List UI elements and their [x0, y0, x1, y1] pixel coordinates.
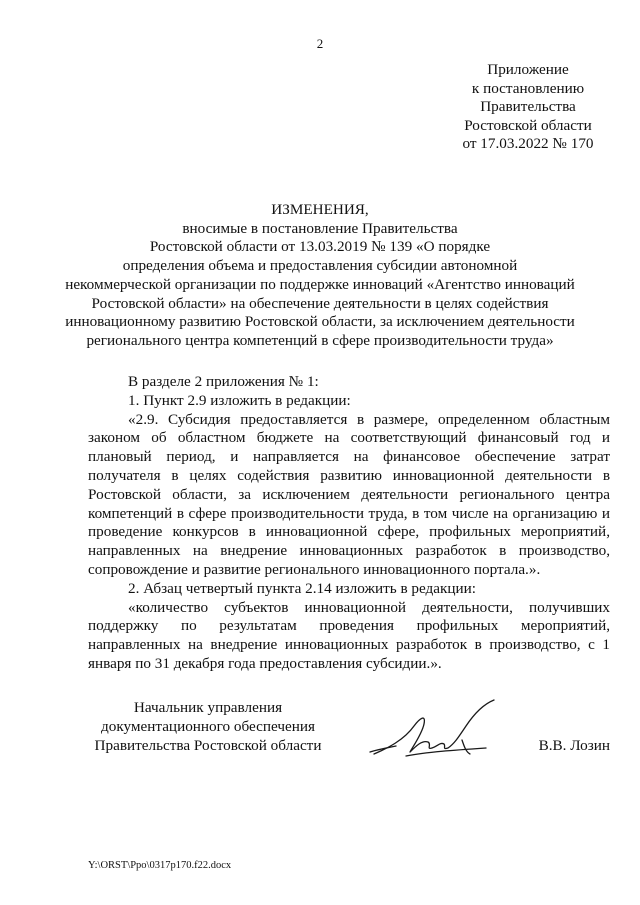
body-paragraph: 1. Пункт 2.9 изложить в редакции: — [128, 391, 351, 409]
appendix-line: Правительства — [480, 98, 576, 116]
changes-subtitle-line: Ростовской области от 13.03.2019 № 139 «О порядке — [149, 238, 491, 256]
body-paragraph: «количество субъектов инновационной деятельности, получивших поддержку по результатам проведения профильных мероприятий, направленных на внедрение инновационных разработок в производство, с 1 января по 31 декабря года предоставления субсидии.». — [88, 598, 610, 672]
signatory-position-line: Начальник управления — [133, 699, 283, 716]
body-paragraph: «2.9. Субсидия предоставляется в размере, определенном областным законом об областном бюджете на соответствующий финансовый год и плановый период, и направляется на финансовое обеспечение затрат получателя в целях содействия развитию инновационной деятельности в Ростовской области, за исключением деятельности регионального центра компетенций в сфере производительности труда, в том числе на организацию и проведение конкурсов в инновационной сфере, профильных мероприятий, направленных на внедрение инновационных разработок в производство, сопровождение и развитие регионального инновационного портала.». — [88, 410, 610, 578]
changes-subtitle-line: некоммерческой организации по поддержке инноваций «Агентство инноваций — [65, 275, 575, 293]
body-paragraph: В разделе 2 приложения № 1: — [128, 373, 319, 390]
changes-subtitle-line: вносимые в постановление Правительства — [182, 219, 458, 237]
changes-subtitle-line: Ростовской области» на обеспечение деятельности в целях содействия — [91, 294, 549, 312]
changes-subtitle-line: инновационному развитию Ростовской области, за исключением деятельности — [65, 313, 575, 331]
page-number: 2 — [316, 36, 324, 51]
signatory-position-line: документационного обеспечения — [101, 717, 315, 735]
appendix-line: Приложение — [487, 61, 569, 78]
appendix-line: от 17.03.2022 № 170 — [462, 135, 594, 153]
changes-heading — [40, 201, 600, 351]
changes-subtitle-line: регионального центра компетенций в сфере производительности труда» — [86, 331, 554, 349]
signatory-position-line: Правительства Ростовской области — [94, 736, 322, 754]
changes-subtitle-line: определения объема и предоставления субсидии автономной — [122, 257, 518, 275]
appendix-heading — [430, 61, 626, 154]
changes-title: ИЗМЕНЕНИЯ, — [271, 201, 369, 218]
handwritten-signature — [366, 696, 506, 766]
appendix-line: Ростовской области — [464, 116, 592, 134]
body-text — [88, 373, 610, 674]
body-paragraph: 2. Абзац четвертый пункта 2.14 изложить в редакции: — [128, 579, 476, 597]
signatory-name: В.В. Лозин — [538, 737, 610, 754]
appendix-line: к постановлению — [471, 79, 585, 97]
file-path: Y:\ORST\Ppo\0317p170.f22.docx — [88, 860, 232, 871]
signatory-position — [88, 699, 328, 755]
